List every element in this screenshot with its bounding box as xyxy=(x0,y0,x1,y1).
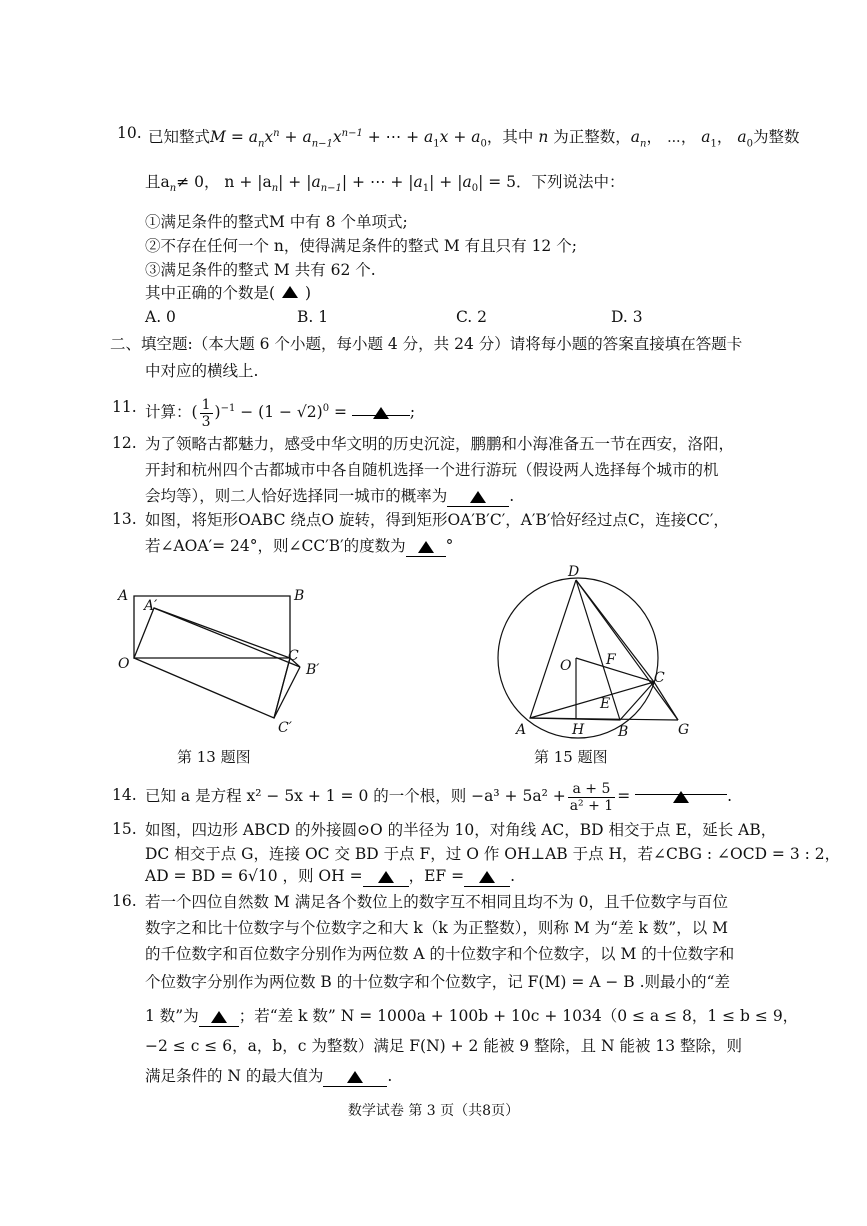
q10-statement-2: ②不存在任何一个 n，使得满足条件的整式 M 有且只有 12 个; xyxy=(145,237,577,255)
label-a: A xyxy=(118,588,129,604)
label-d: D xyxy=(568,564,580,580)
label-c-prime: C′ xyxy=(278,720,292,736)
label-o: O xyxy=(560,658,572,674)
label-c: C xyxy=(288,648,299,664)
q13-line2: 若∠AOA′= 24°，则∠CC′B′的度数为 ° xyxy=(145,537,454,555)
q16-line4: 个位数字分别作为两位数 B 的十位数字和个位数字，记 F(M) = A − B .则最小的“差 xyxy=(145,973,730,991)
label-a-prime: A′ xyxy=(144,598,158,614)
q11-number: 11. xyxy=(112,398,137,416)
q10-option-c: C. 2 xyxy=(456,308,488,326)
q12-line3: 会均等），则二人恰好选择同一城市的概率为 . xyxy=(145,487,515,505)
q16-number: 16. xyxy=(112,892,137,910)
q14-number: 14. xyxy=(112,786,137,804)
label-b: B xyxy=(618,724,629,740)
figure-13 xyxy=(110,580,350,740)
figure-15 xyxy=(490,562,710,742)
section2-heading: 二、填空题:（本大题 6 个小题，每小题 4 分，共 24 分）请将每小题的答案直接填在答题卡 xyxy=(110,335,743,353)
q10-statement-3: ③满足条件的整式 M 共有 62 个. xyxy=(145,261,376,279)
label-c: C xyxy=(654,670,665,686)
q15-line3: AD = BD = 6√10 ，则 OH = ，EF = . xyxy=(145,867,515,885)
label-o: O xyxy=(118,656,130,672)
q16-line3: 的千位数字和百位数字分别作为两位数 A 的十位数字和个位数字，以 M 的十位数字和 xyxy=(145,945,735,963)
label-e: E xyxy=(600,696,611,712)
answer-triangle-icon xyxy=(211,1011,227,1023)
q10-number: 10. xyxy=(117,124,142,142)
q11-line: 计算：( $\frac{1}{3}$ )$^{-1} - (1 - √2)^0$ = ; xyxy=(145,396,416,430)
q16-line2: 数字之和比十位数字与个位数字之和大 k（k 为正整数），则称 M 为“差 k 数”，以 M xyxy=(145,919,729,937)
label-g: G xyxy=(678,722,690,738)
q10-option-d: D. 3 xyxy=(611,308,643,326)
label-h: H xyxy=(572,722,585,738)
q10-question: 其中正确的个数是( ) xyxy=(145,284,311,302)
answer-triangle-icon xyxy=(470,491,486,503)
answer-triangle-icon xyxy=(373,407,389,419)
q10-statement-1: ①满足条件的整式M 中有 8 个单项式; xyxy=(145,213,408,231)
q10-option-b: B. 1 xyxy=(297,308,329,326)
answer-triangle-icon xyxy=(673,791,689,803)
figure-13-caption: 第 13 题图 xyxy=(177,748,251,766)
label-a: A xyxy=(516,722,527,738)
q10-line2: 且$a_n\ne 0$， $n + |a_n| + |a_{n-1}|$ + ⋯ + $|a_1| + |a_0| = 5$．下列说法中： xyxy=(145,173,625,195)
q10-option-a: A. 0 xyxy=(145,308,176,326)
q13-line1: 如图，将矩形OABC 绕点O 旋转，得到矩形OA′B′C′，A′B′恰好经过点C，连接CC′， xyxy=(145,511,729,529)
q14-line: 已知 a 是方程 x² − 5x + 1 = 0 的一个根，则 −a³ + 5a² + $\frac{a + 5}{\text{a² + 1}}$ = . xyxy=(145,774,732,818)
label-b-prime: B′ xyxy=(306,662,320,678)
answer-triangle-icon xyxy=(282,286,298,298)
q16-line7: 满足条件的 N 的最大值为 . xyxy=(145,1067,393,1085)
q15-line2: DC 相交于点 G，连接 OC 交 BD 于点 F，过 O 作 OH⊥AB 于点 H，若∠CBG : ∠OCD = 3 : 2， xyxy=(145,845,841,863)
figure-15-caption: 第 15 题图 xyxy=(534,748,608,766)
label-f: F xyxy=(606,652,616,668)
answer-triangle-icon xyxy=(418,541,434,553)
q13-number: 13. xyxy=(112,510,137,528)
q15-number: 15. xyxy=(112,820,137,838)
page-footer: 数学试卷 第 3 页（共8页） xyxy=(347,1103,520,1119)
q15-line1: 如图，四边形 ABCD 的外接圆⊙O 的半径为 10，对角线 AC，BD 相交于点 E，延长 AB， xyxy=(145,821,777,839)
q16-line1: 若一个四位自然数 M 满足各个数位上的数字互不相同且均不为 0，且千位数字与百位 xyxy=(145,893,729,911)
q10-line1: 已知整式$M = a_nx^n + a_{n-1}x^{n-1}$ + ⋯ + $a_1x + a_0$，其中 n 为正整数，$a_n$， ⋯， $a_1$， $a_0$为整数 xyxy=(148,128,800,150)
label-b: B xyxy=(294,588,305,604)
q12-line2: 开封和杭州四个古都城市中各自随机选择一个进行游玩（假设两人选择每个城市的机 xyxy=(145,461,719,479)
q12-number: 12. xyxy=(112,434,137,452)
answer-triangle-icon xyxy=(479,871,495,883)
q16-line5: 1 数”为 ；若“差 k 数” N = 1000a + 100b + 10c + 1034（0 ≤ a ≤ 8，1 ≤ b ≤ 9， xyxy=(145,1007,799,1025)
section2-heading-line2: 中对应的横线上. xyxy=(145,362,259,380)
rectangle-oabc xyxy=(134,596,290,658)
answer-triangle-icon xyxy=(378,871,394,883)
q16-line6: −2 ≤ c ≤ 6，a，b，c 为整数）满足 F(N) + 2 能被 9 整除，且 N 能被 13 整除，则 xyxy=(145,1037,743,1055)
rectangle-oa-b-c xyxy=(134,608,290,718)
answer-triangle-icon xyxy=(347,1071,363,1083)
q12-line1: 为了领略古都魅力，感受中华文明的历史沉淀，鹏鹏和小海准备五一节在西安，洛阳， xyxy=(145,435,735,453)
